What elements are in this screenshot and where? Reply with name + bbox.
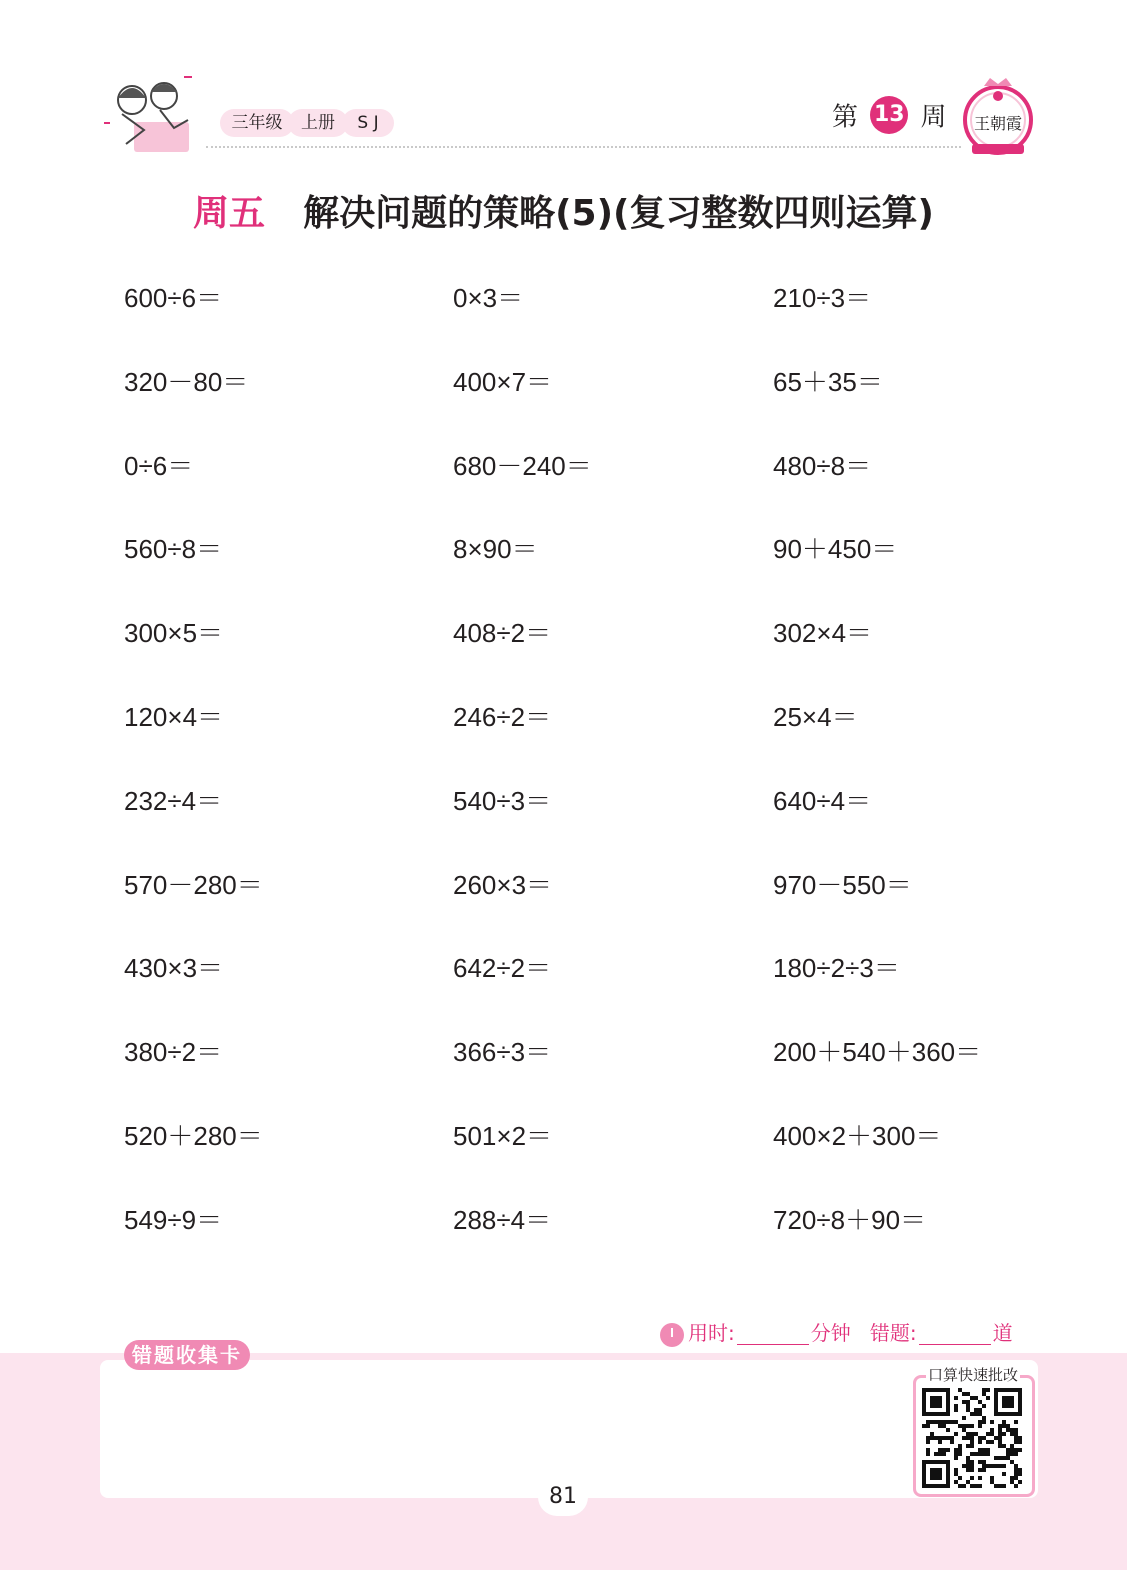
problem-item: 180÷2÷3＝: [773, 953, 900, 984]
problem-item: 210÷3＝: [773, 283, 872, 313]
problem-item: 400×2＋300＝: [773, 1121, 942, 1151]
problem-item: 600÷6＝: [124, 283, 223, 313]
problem-item: 642÷2＝: [453, 953, 552, 984]
week-number-badge: 13: [870, 96, 908, 134]
grade-tag: 三年级: [220, 109, 294, 137]
problem-item: 408÷2＝: [453, 618, 552, 649]
problem-item: 232÷4＝: [124, 785, 223, 816]
problem-item: 120×4＝: [124, 702, 224, 732]
problem-item: 480÷8＝: [773, 450, 872, 481]
page-number: 81: [538, 1478, 588, 1516]
problem-item: 570－280＝: [124, 869, 263, 900]
errors-label: 错题:: [869, 1321, 917, 1345]
title-text: 解决问题的策略(5)(复习整数四则运算): [303, 193, 934, 234]
problem-item: 246÷2＝: [453, 702, 552, 732]
problem-item: 260×3＝: [453, 869, 553, 900]
problem-item: 549÷9＝: [124, 1204, 223, 1235]
error-card-label: 错题收集卡: [124, 1340, 250, 1370]
problem-item: 200＋540＋360＝: [773, 1037, 982, 1068]
qr-code-icon[interactable]: [922, 1388, 1022, 1488]
problem-item: 320－80＝: [124, 366, 249, 397]
problem-item: 501×2＝: [453, 1121, 553, 1151]
problem-item: 302×4＝: [773, 618, 873, 649]
stopwatch-icon: [660, 1323, 684, 1347]
minutes-label: 分钟: [810, 1321, 851, 1345]
problem-item: 25×4＝: [773, 702, 858, 732]
problem-item: 560÷8＝: [124, 534, 223, 565]
week-prefix: 第: [832, 102, 859, 133]
problem-item: 540÷3＝: [453, 785, 552, 816]
problem-item: 8×90＝: [453, 534, 538, 565]
problem-item: 366÷3＝: [453, 1037, 552, 1068]
problem-item: 288÷4＝: [453, 1204, 552, 1235]
timing-record: [660, 1316, 1013, 1350]
problem-item: 65＋35＝: [773, 366, 883, 397]
time-label: 用时:: [688, 1321, 735, 1345]
errors-blank[interactable]: [919, 1324, 991, 1345]
volume-tag: 上册: [288, 109, 348, 137]
problem-item: 720÷8＋90＝: [773, 1204, 927, 1235]
edition-tag: S J: [342, 109, 394, 137]
problem-item: 0÷6＝: [124, 450, 194, 481]
problem-item: 520＋280＝: [124, 1121, 263, 1151]
problem-item: 300×5＝: [124, 618, 224, 649]
problem-item: 400×7＝: [453, 366, 553, 397]
problem-item: 0×3＝: [453, 283, 524, 313]
problem-item: 680－240＝: [453, 450, 592, 481]
problem-item: 970－550＝: [773, 869, 912, 900]
errors-unit: 道: [992, 1321, 1013, 1345]
week-suffix: 周: [920, 102, 947, 133]
problem-item: 380÷2＝: [124, 1037, 223, 1068]
problem-item: 640÷4＝: [773, 785, 872, 816]
title-day: 周五: [193, 193, 266, 234]
qr-label: 口算快速批改: [928, 1366, 1019, 1384]
problem-item: 430×3＝: [124, 953, 224, 984]
problem-item: 90＋450＝: [773, 534, 898, 565]
time-blank[interactable]: [737, 1324, 809, 1345]
logo-text: 王朝霞: [973, 114, 1023, 133]
